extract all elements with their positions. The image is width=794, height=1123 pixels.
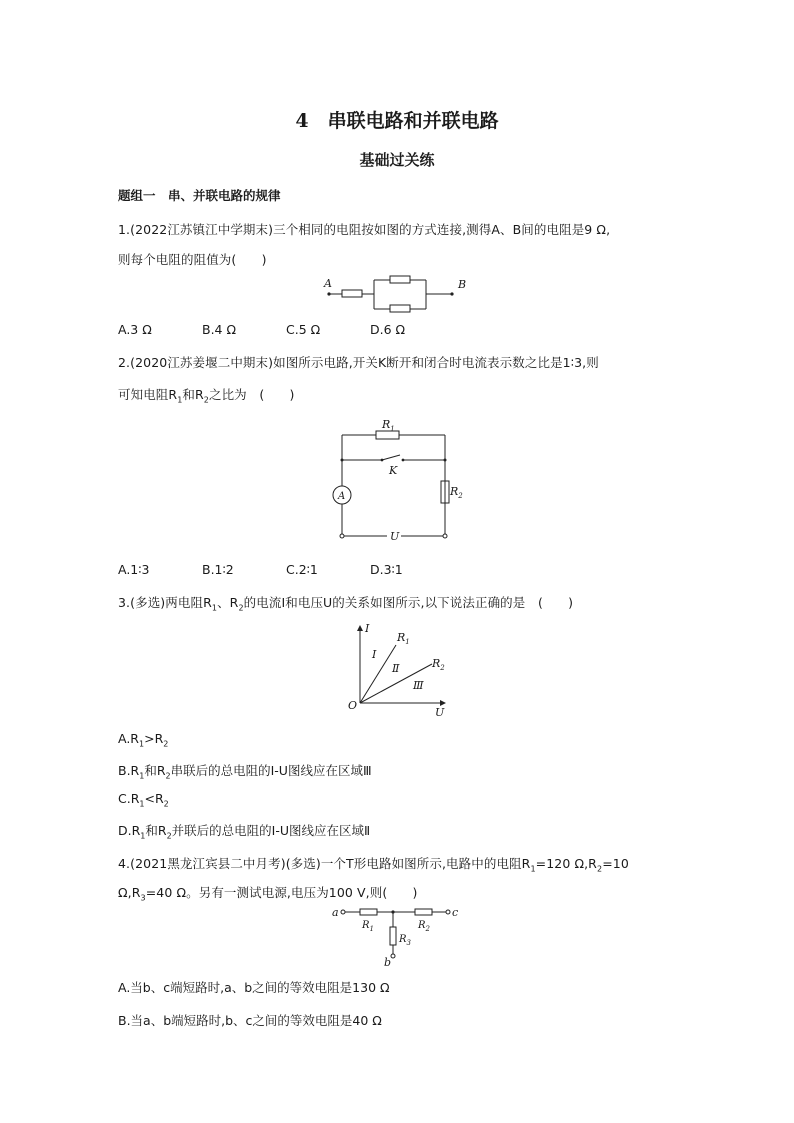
q3-axis-i: I bbox=[365, 622, 370, 635]
q4-option-a[interactable]: A.当b、c端短路时,a、b之间的等效电阻是130 Ω bbox=[118, 980, 390, 995]
q4-terminal-a: a bbox=[332, 906, 339, 919]
q1-label-b: B bbox=[458, 278, 467, 291]
q3-iu-graph bbox=[345, 620, 465, 720]
q4-terminal-c: c bbox=[452, 906, 459, 919]
q4-stem-line1: 4.(2021黑龙江宾县二中月考)(多选)一个T形电路如图所示,电路中的电阻$R_1=120$ $\Omega,R_2=10$ bbox=[118, 856, 629, 874]
section-subtitle: 基础过关练 bbox=[359, 151, 435, 169]
q3-region-2: Ⅱ bbox=[392, 662, 400, 675]
q3-option-b[interactable]: $B.R_1$和$R_2$串联后的总电阻的I-U图线应在区域Ⅲ bbox=[118, 763, 372, 781]
q3-option-d[interactable]: $D.R_1$和$R_2$并联后的总电阻的I-U图线应在区域Ⅱ bbox=[118, 823, 371, 841]
q2-ammeter-label: A bbox=[338, 491, 346, 502]
q2-stem-line1: 2.(2020江苏姜堰二中期末)如图所示电路,开关K断开和闭合时电流表示数之比是1∶3,则 bbox=[118, 355, 599, 370]
q2-circuit-figure bbox=[325, 412, 475, 552]
q4-terminal-b: b bbox=[384, 956, 392, 969]
q1-circuit-figure bbox=[320, 272, 480, 318]
q1-option-b[interactable]: B.4 Ω bbox=[202, 322, 237, 337]
q4-label-r2: $R_2$ bbox=[418, 920, 430, 933]
q2-label-u: U bbox=[390, 530, 400, 543]
q4-t-circuit-figure bbox=[330, 902, 470, 968]
q4-option-b[interactable]: B.当a、b端短路时,b、c之间的等效电阻是40 Ω bbox=[118, 1013, 382, 1028]
q2-option-b[interactable]: B.1∶2 bbox=[202, 562, 234, 577]
q2-option-c[interactable]: C.2∶1 bbox=[286, 562, 318, 577]
q1-stem-line1: 1.(2022江苏镇江中学期末)三个相同的电阻按如图的方式连接,测得A、B间的电阻是9 Ω, bbox=[118, 222, 611, 237]
q1-option-d[interactable]: D.6 Ω bbox=[370, 322, 406, 337]
q2-label-r1: $R_1$ bbox=[382, 418, 395, 433]
q3-option-a[interactable]: $A.R_1>R_2$ bbox=[118, 731, 169, 749]
q2-label-k: K bbox=[389, 464, 398, 477]
q3-region-3: Ⅲ bbox=[413, 679, 424, 692]
q3-line-r2-label: $R_2$ bbox=[432, 657, 445, 672]
q1-label-a: A bbox=[324, 277, 332, 290]
q3-line-r1-label: $R_1$ bbox=[397, 631, 410, 646]
q3-option-c[interactable]: $C.R_1<R_2$ bbox=[118, 791, 169, 809]
q1-stem-line2: 则每个电阻的阻值为( ) bbox=[118, 252, 267, 267]
q1-option-a[interactable]: A.3 Ω bbox=[118, 322, 152, 337]
q1-option-c[interactable]: C.5 Ω bbox=[286, 322, 321, 337]
page-title: 4 串联电路和并联电路 bbox=[295, 110, 499, 132]
q3-origin: O bbox=[348, 699, 358, 712]
group-title: 题组一 串、并联电路的规律 bbox=[118, 188, 281, 203]
q2-label-r2: $R_2$ bbox=[450, 485, 463, 500]
q3-stem: 3.(多选)两电阻$R_1$、$R_2$的电流I和电压U的关系如图所示,以下说法正确的是 ( ) bbox=[118, 595, 574, 613]
q2-stem-line2: 可知电阻$R_1$和$R_2$之比为 ( ) bbox=[118, 387, 295, 405]
q3-region-1: Ⅰ bbox=[372, 648, 377, 661]
q2-option-a[interactable]: A.1∶3 bbox=[118, 562, 150, 577]
q2-option-d[interactable]: D.3∶1 bbox=[370, 562, 403, 577]
q3-axis-u: U bbox=[435, 706, 445, 719]
q4-label-r1: $R_1$ bbox=[362, 920, 374, 933]
q4-label-r3: $R_3$ bbox=[399, 934, 411, 947]
q4-stem-line2: $\Omega,R_3=40$ Ω。另有一测试电源,电压为100 V,则( ) bbox=[118, 885, 418, 903]
